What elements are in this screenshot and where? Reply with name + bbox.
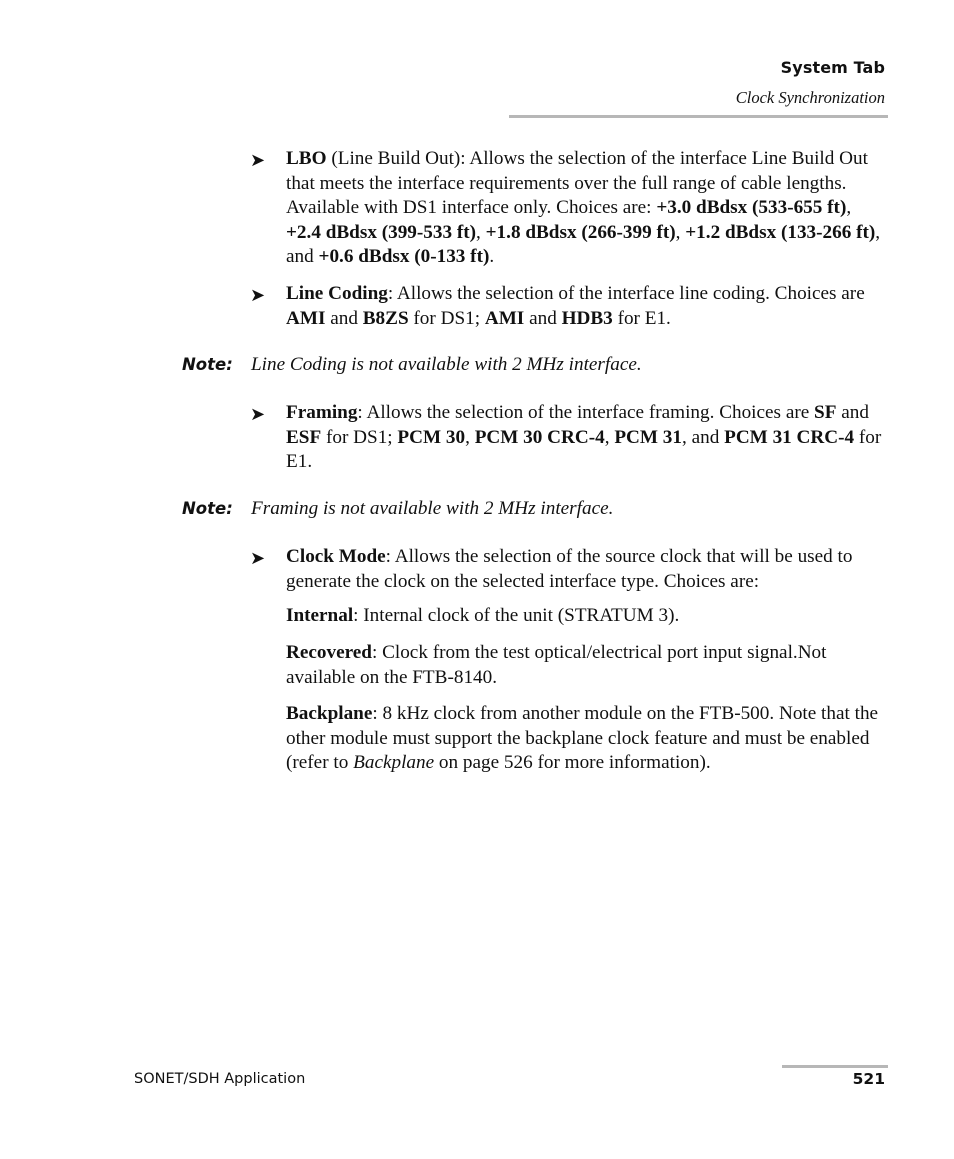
line-coding-choice-4: HDB3 <box>561 307 613 329</box>
lbo-choice-5: +0.6 dBdsx (0-133 ft) <box>318 246 490 268</box>
line-coding-sep-2: for DS1; <box>408 307 485 329</box>
clock-mode-desc: : Allows the selection of the source clock that will be used to generate the clock on the selected interface type. Choices are: <box>286 546 853 592</box>
line-coding-sep-1: and <box>325 307 363 329</box>
line-coding-end: for E1. <box>612 307 671 329</box>
note-text: Framing is not available with 2 MHz interface. <box>251 498 614 519</box>
framing-choice-5: PCM 31 <box>614 426 682 448</box>
framing-choice-6: PCM 31 CRC-4 <box>724 426 855 448</box>
lbo-choice-2: +2.4 dBdsx (399-533 ft) <box>286 221 477 243</box>
lbo-choice-3: +1.8 dBdsx (266-399 ft) <box>485 221 676 243</box>
backplane-desc-end: on page 526 for more information). <box>434 752 711 774</box>
page-number: 521 <box>852 1070 885 1088</box>
lbo-sep-2: , <box>476 221 486 243</box>
note-text: Line Coding is not available with 2 MHz interface. <box>251 354 642 375</box>
framing-choice-3: PCM 30 <box>397 426 466 448</box>
bullet-arrow-icon: ➤ <box>250 404 266 425</box>
lbo-end: . <box>489 246 495 268</box>
framing-choice-1: SF <box>814 402 837 423</box>
bullet-arrow-icon: ➤ <box>250 548 266 569</box>
backplane-link[interactable]: Backplane <box>353 752 435 774</box>
line-coding-choice-1: AMI <box>286 307 326 329</box>
note-label: Note: <box>182 355 233 374</box>
framing-choice-2: ESF <box>286 426 322 448</box>
line-coding-choice-2: B8ZS <box>362 307 409 329</box>
clock-option-recovered <box>286 641 888 690</box>
bullet-lbo-text <box>286 147 888 270</box>
lbo-choice-1: +3.0 dBdsx (533-655 ft) <box>656 197 847 219</box>
term-recovered: Recovered <box>286 642 372 663</box>
internal-desc: : Internal clock of the unit (STRATUM 3). <box>353 605 680 626</box>
term-line-coding: Line Coding <box>286 283 388 304</box>
line-coding-choice-3: AMI <box>484 307 525 329</box>
lbo-sep-4: , and <box>286 221 881 268</box>
framing-sep-4: , <box>604 426 615 448</box>
term-framing: Framing <box>286 402 358 423</box>
bullet-framing-text <box>286 401 888 475</box>
framing-sep-3: , <box>465 426 475 448</box>
line-coding-sep-3: and <box>524 307 562 329</box>
backplane-desc: : 8 kHz clock from another module on the FTB-500. Note that the other module must support the backplane clock feature and must be enabled (refer to <box>286 703 879 774</box>
term-backplane: Backplane <box>286 703 373 724</box>
framing-sep-5: , and <box>681 426 725 448</box>
framing-sep-2: for DS1; <box>321 426 398 448</box>
bullet-clock-mode-text <box>286 545 888 594</box>
framing-desc: : Allows the selection of the interface framing. Choices are <box>357 402 815 423</box>
term-clock-mode: Clock Mode <box>286 546 386 567</box>
recovered-desc: : Clock from the test optical/electrical port input signal.Not available on the FTB-8140. <box>286 642 827 688</box>
bullet-line-coding-text <box>286 282 888 331</box>
note-framing <box>182 498 902 520</box>
lbo-desc: (Line Build Out): Allows the selection of the interface Line Build Out that meets the interface requirements over the full range of cable lengths. Available with DS1 interface only. Choices are: <box>286 148 868 219</box>
term-internal: Internal <box>286 605 354 626</box>
framing-sep-1: and <box>836 402 869 423</box>
lbo-choice-4: +1.2 dBdsx (133-266 ft) <box>685 221 876 243</box>
footer-divider <box>782 1065 888 1068</box>
framing-end: for E1. <box>286 426 882 473</box>
line-coding-desc: : Allows the selection of the interface line coding. Choices are <box>387 283 865 304</box>
header-divider <box>509 115 888 118</box>
clock-option-internal <box>286 604 888 629</box>
lbo-sep-1: , <box>846 197 852 219</box>
footer-document-title: SONET/SDH Application <box>134 1071 306 1087</box>
framing-choice-4: PCM 30 CRC-4 <box>474 426 605 448</box>
note-line-coding <box>182 354 902 376</box>
clock-option-backplane <box>286 702 888 776</box>
note-label: Note: <box>182 499 233 518</box>
lbo-sep-3: , <box>675 221 686 243</box>
term-lbo: LBO <box>286 148 327 169</box>
bullet-arrow-icon: ➤ <box>250 150 266 171</box>
page-subsection-title: Clock Synchronization <box>735 88 885 107</box>
page-section-title: System Tab <box>780 58 885 77</box>
bullet-arrow-icon: ➤ <box>250 285 266 306</box>
